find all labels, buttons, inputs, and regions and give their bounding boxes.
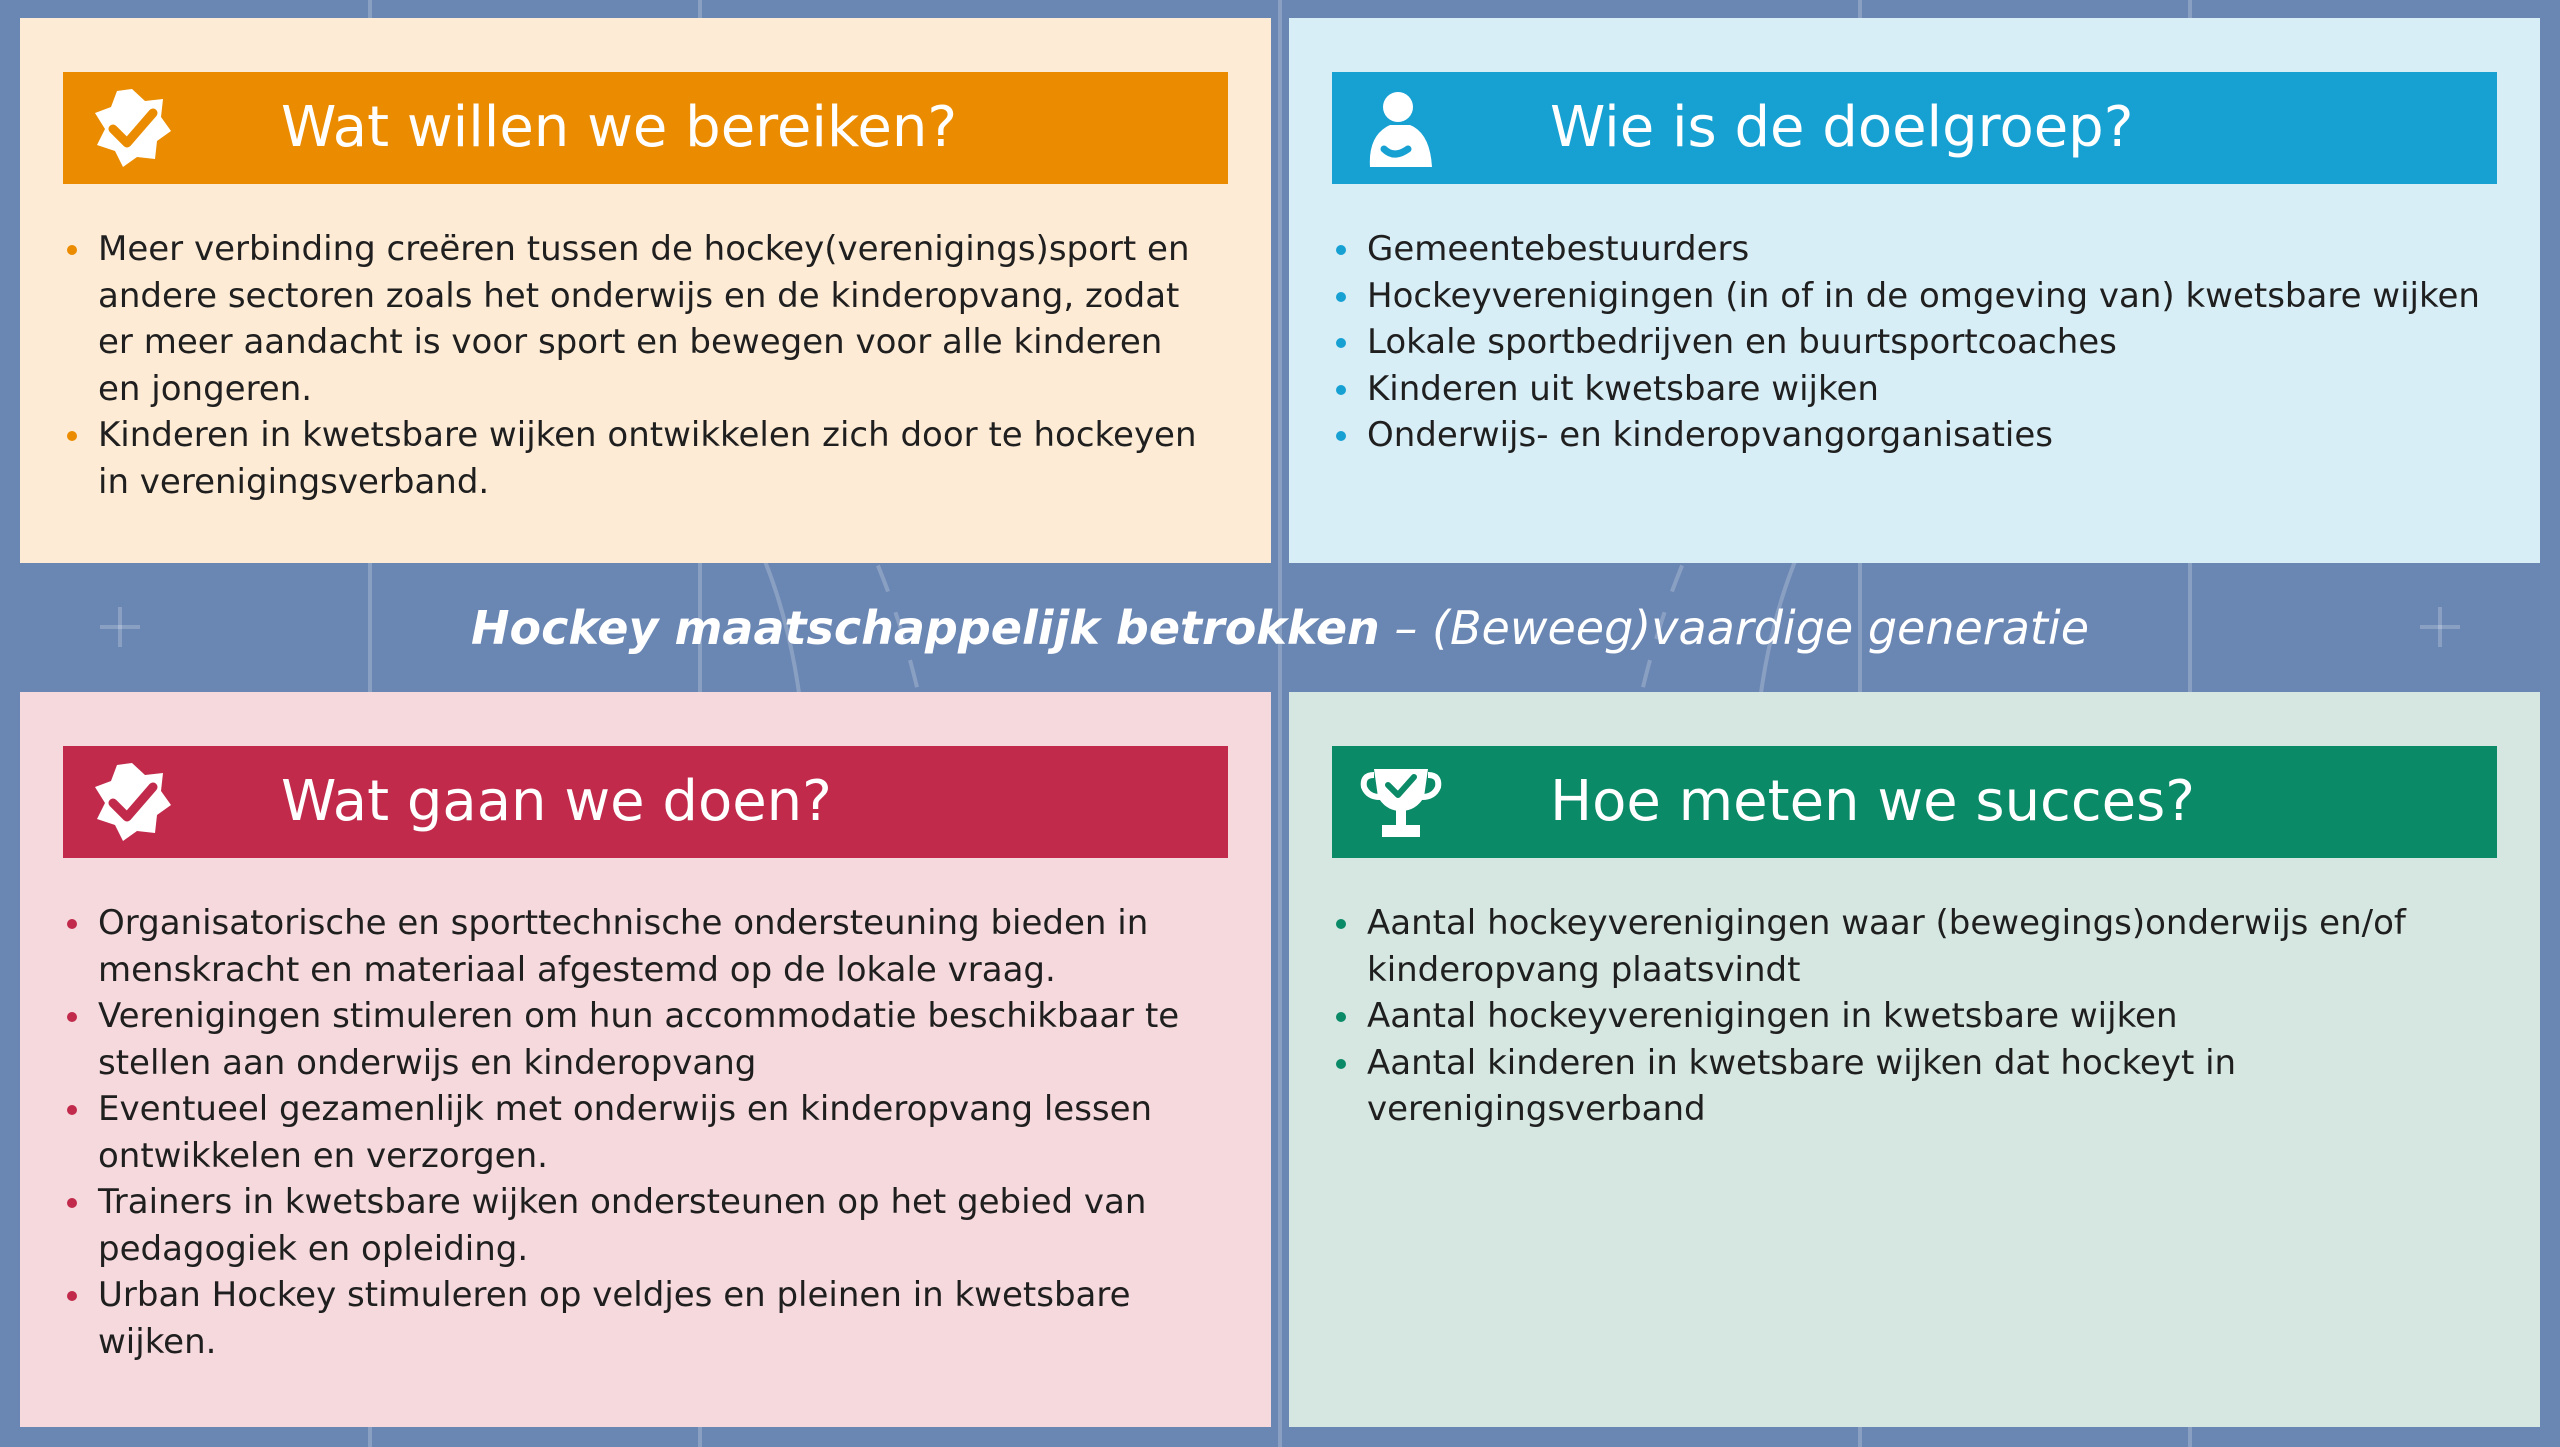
page-title-bold: Hockey maatschappelijk betrokken bbox=[470, 601, 1380, 655]
list-item: Meer verbinding creëren tussen de hockey(verenigings)sport en andere sectoren zoals het onderwijs en de kinderopvang, zodat er meer aandacht is voor sport en bewegen voor alle kinderen en jongeren. bbox=[63, 226, 1213, 412]
list-item: Organisatorische en sporttechnische ondersteuning bieden in menskracht en materiaal afgestemd op de lokale vraag. bbox=[63, 900, 1213, 993]
list-item: Urban Hockey stimuleren op veldjes en pleinen in kwetsbare wijken. bbox=[63, 1272, 1213, 1365]
list-item: Trainers in kwetsbare wijken ondersteunen op het gebied van pedagogiek en opleiding. bbox=[63, 1179, 1213, 1272]
trophy-icon bbox=[1360, 761, 1442, 843]
list-item: Eventueel gezamenlijk met onderwijs en kinderopvang lessen ontwikkelen en verzorgen. bbox=[63, 1086, 1213, 1179]
audience-title: Wie is de doelgroep? bbox=[1550, 95, 2134, 160]
list-item: Lokale sportbedrijven en buurtsportcoaches bbox=[1332, 319, 2482, 366]
list-item: Onderwijs- en kinderopvangorganisaties bbox=[1332, 412, 2482, 459]
actions-panel bbox=[20, 692, 1271, 1427]
list-item: Kinderen uit kwetsbare wijken bbox=[1332, 366, 2482, 413]
success-title: Hoe meten we succes? bbox=[1550, 769, 2195, 834]
goals-header bbox=[63, 72, 1228, 184]
success-header bbox=[1332, 746, 2497, 858]
actions-title: Wat gaan we doen? bbox=[281, 769, 832, 834]
goals-title: Wat willen we bereiken? bbox=[281, 95, 958, 160]
badge-check-icon bbox=[91, 761, 173, 843]
audience-panel bbox=[1289, 18, 2540, 563]
page-title-subtitle: – (Beweeg)vaardige generatie bbox=[1379, 601, 2090, 655]
goals-list bbox=[63, 226, 1213, 505]
success-list bbox=[1332, 900, 2482, 1133]
target-check-icon bbox=[91, 87, 173, 169]
audience-list bbox=[1332, 226, 2482, 459]
page-title bbox=[0, 592, 2560, 664]
person-icon bbox=[1360, 87, 1442, 169]
list-item: Hockeyverenigingen (in of in de omgeving van) kwetsbare wijken bbox=[1332, 273, 2482, 320]
list-item: Kinderen in kwetsbare wijken ontwikkelen zich door te hockeyen in verenigingsverband. bbox=[63, 412, 1213, 505]
actions-header bbox=[63, 746, 1228, 858]
list-item: Aantal kinderen in kwetsbare wijken dat hockeyt in verenigingsverband bbox=[1332, 1040, 2482, 1133]
actions-list bbox=[63, 900, 1213, 1365]
list-item: Verenigingen stimuleren om hun accommodatie beschikbaar te stellen aan onderwijs en kinderopvang bbox=[63, 993, 1213, 1086]
list-item: Gemeentebestuurders bbox=[1332, 226, 2482, 273]
goals-panel bbox=[20, 18, 1271, 563]
list-item: Aantal hockeyverenigingen waar (bewegings)onderwijs en/of kinderopvang plaatsvindt bbox=[1332, 900, 2482, 993]
success-panel bbox=[1289, 692, 2540, 1427]
list-item: Aantal hockeyverenigingen in kwetsbare wijken bbox=[1332, 993, 2482, 1040]
audience-header bbox=[1332, 72, 2497, 184]
